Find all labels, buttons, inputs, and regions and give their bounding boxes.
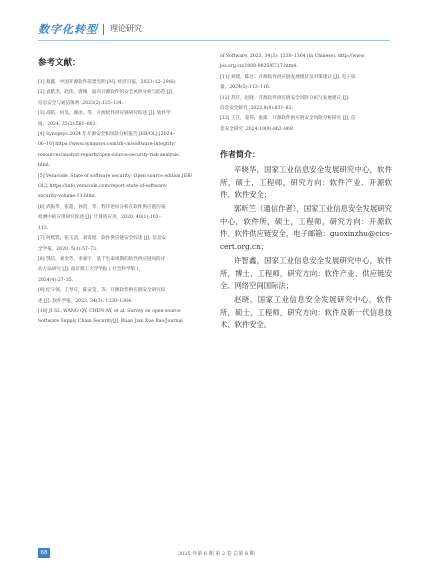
page-number: 68 — [38, 548, 50, 558]
author-bio-list — [220, 164, 392, 331]
reference-line: [8] 鄂信，刘金芳，李嘉宇．基于生命周期的软件供应链风险评 — [38, 256, 166, 262]
reference-line: [7] 何熙巽，张玉清，刘奇旭．软件供应链安全综述 [J]. 信息安 — [38, 236, 167, 242]
reference-line: 报，2024, 35(2):581–603. — [38, 121, 97, 127]
reference-line: 2024(4):27–35. — [38, 277, 74, 283]
issue-info: 2025 年第 6 期 第 2 卷 总第 8 期 — [178, 551, 255, 557]
reference-line: 信息安全与通信保密 ,2023(2):125–134. — [38, 100, 124, 106]
reference-list-continued — [220, 52, 392, 135]
reference-list — [38, 78, 208, 328]
reference-line: Software Supply Chain Security[J]. Ruan Jian Xue Bao/Journal — [38, 319, 183, 325]
reference-line: html. — [38, 163, 51, 169]
author-bio: 郭昕竺（通信作者），国家工业信息安全发展研究中心，软件所，硕士，工程师，研究方向：开源软件、软件供应链安全，电子邮箱：guoxinzhu@cics-cert.org.cn； — [220, 204, 392, 251]
left-column — [38, 52, 208, 328]
reference-line: [13] 王江，姜伟，张雍．开源软件供应链安全风险分析研究 [J]. 信 — [220, 116, 356, 122]
reference-line: [4] Synopsys.2024 年开源安全和风险分析报告 [EB/OL].[2024– — [38, 132, 175, 138]
author-bio-heading: 作者简介： — [220, 149, 260, 160]
reference-line: 检测中的应用研究综述 [J]. 计算机应用，2020, 40(1):103– — [38, 215, 161, 221]
reference-line: 息安全研究 ,2024,10(9):862–869. — [220, 126, 295, 132]
reference-line: [2] 袁紫杰，赵玮，唐刚．面向开源软件的安全风险分析与防范 [J]. — [38, 90, 174, 96]
references-heading: 参考文献： — [38, 58, 81, 68]
page-header — [0, 0, 427, 46]
section-label: 理论研究 — [110, 24, 142, 33]
reference-line: [10] JI SL, WANG QY, CHEN AY, et al. Survey on open-source — [38, 308, 181, 314]
reference-line: of Software, 2023, 34(3): 1330–1364 (in Chinese). http://www. — [220, 54, 366, 59]
reference-line: OL]. https://info.veracode.com/report-state-of-software- — [38, 184, 168, 190]
author-bio: 赵晓，国家工业信息安全发展研究中心，软件所，硕士，工程师，研究方向：软件及新一代信息技术、软件安全。 — [220, 295, 392, 330]
reference-line: [5] Veracode. State of software security: Open source edition.[EB/ — [38, 173, 193, 179]
reference-line: 信息安全研究 ,2022,8(8):831–83. — [220, 106, 293, 112]
reference-line: [6] 武振华，张超，孙贺，等．程序逆向分析在软件供应链污染 — [38, 204, 166, 210]
reference-line: [9] 纪守领，王琴应，陈安莹，等．开源软件供应链安全研究综 — [38, 288, 166, 294]
header-divider — [103, 24, 104, 35]
reference-line: 115. — [38, 225, 49, 231]
reference-line: security-volume-11.html. — [38, 194, 97, 200]
author-bio: 许智鑫，国家工业信息安全发展研究中心，软件所，博士，工程师，研究方向：软件产业、供应链安全、网络空间国际法； — [220, 256, 392, 290]
reference-line: [12] 苏仟，赵晓．开源软件供应链安全风险分析与发展建议 [J]. — [220, 95, 350, 101]
reference-line: resources/analyst-reports/open-source-security-risk-analysis. — [38, 152, 180, 158]
reference-line: 06–10] https://www.synopsys.com/zh-cn/software-integrity/ — [38, 142, 176, 148]
right-column — [220, 52, 392, 334]
author-bio: 辛晓华，国家工业信息安全发展研究中心，软件所，硕士，工程师，研究方向：软件产业、开源软件、软件安全； — [220, 165, 392, 200]
reference-line: 估方法研究 [J]. 南京理工大学学报 ( 社会科学版 )， — [38, 267, 144, 273]
header-rule — [38, 40, 390, 41]
reference-line: 量，2024(5):113–116. — [220, 85, 271, 91]
reference-line: jos.org.cn/1000-9825/6717.htm4. — [220, 64, 298, 70]
reference-line: [11] 刘建，陈达．开源软件供应链发展现状及对策建议 [J]. 电子质 — [220, 74, 356, 80]
reference-line: 全学报，2020, 5(1):57–73. — [38, 246, 98, 252]
reference-line: 述 [J]. 软件学报，2023, 34(3): 1330–1364. — [38, 298, 133, 304]
page-footer — [0, 540, 427, 579]
reference-line: [1] 蔡鑫．中国开源软件前景光明 [N]. 经济日报，2023–12–29(6). — [38, 80, 177, 85]
journal-logo: 数字化转型 — [38, 23, 98, 36]
reference-line: [3] 高皓，何昊，谢冰，等．开源软件供应链研究综述 [J]. 软件学 — [38, 111, 171, 117]
